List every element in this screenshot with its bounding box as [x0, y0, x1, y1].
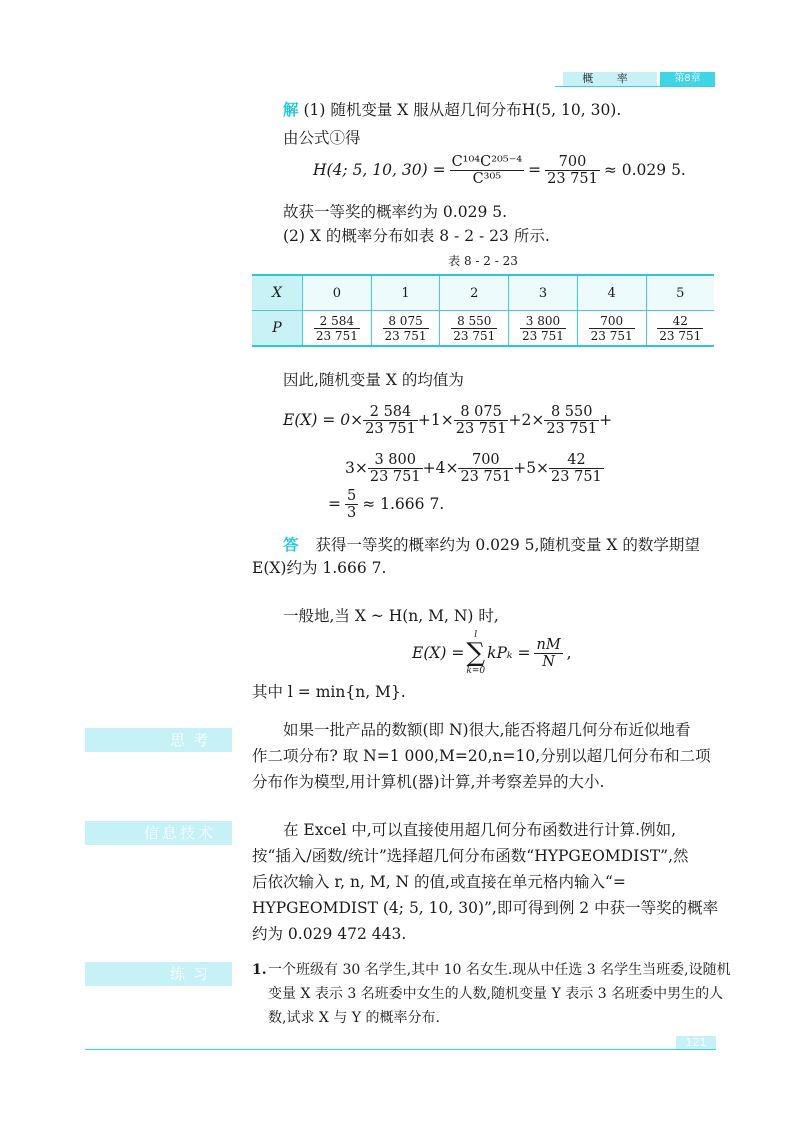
- p-denominator: 23 751: [590, 328, 633, 343]
- footer-rule: [85, 1049, 716, 1050]
- e-numerator: 42: [549, 452, 604, 469]
- exercise-line: 变量 X 表示 3 名班委中女生的人数,随机变量 Y 表示 3 名班委中男生的人: [268, 986, 724, 1002]
- solution-line-1: [283, 100, 621, 120]
- table-cell-p: [577, 311, 646, 347]
- e-numerator: 2 584: [363, 404, 418, 421]
- info-line: HYPGEOMDIST (4; 5, 10, 30)”,即可得到例 2 中获一等奖的概率: [252, 899, 719, 917]
- e-numerator: 8 075: [454, 404, 509, 421]
- header-rule: [555, 86, 715, 87]
- exercise-number: 1.: [252, 962, 267, 978]
- solution-label: 解: [283, 100, 299, 119]
- formula-numerator: C¹⁰⁴C²⁰⁵⁻⁴: [451, 153, 523, 170]
- e-result-rhs: ≈ 1.666 7.: [362, 495, 445, 513]
- e-numerator: 3 800: [368, 452, 423, 469]
- think-line: 如果一批产品的数额(即 N)很大,能否将超几何分布近似地看: [283, 721, 691, 739]
- formula-denominator: C³⁰⁵: [472, 170, 502, 187]
- table-cell-x: 5: [646, 275, 714, 311]
- general-lhs: E(X) =: [412, 644, 465, 662]
- formula-equals: =: [528, 161, 542, 179]
- general-end: ,: [566, 644, 572, 662]
- solution-line-4: (2) X 的概率分布如表 8 - 2 - 23 所示.: [283, 227, 550, 245]
- e-result-num: 5: [347, 487, 357, 504]
- general-line-2: 其中 l = min{n, M}.: [252, 683, 406, 701]
- table-caption: 表 8 - 2 - 23: [448, 254, 518, 268]
- e-term-op: +: [599, 411, 613, 429]
- exercise-label: 练习: [85, 962, 232, 986]
- table-cell-x: 4: [577, 275, 646, 311]
- p-numerator: 42: [657, 314, 703, 329]
- p-denominator: 23 751: [453, 328, 496, 343]
- e-term-op: +2×: [508, 411, 545, 429]
- e-numerator: 700: [458, 452, 513, 469]
- table-cell-p: [303, 311, 372, 347]
- general-mid: kPₖ =: [487, 644, 531, 662]
- solution-text-1: (1) 随机变量 X 服从超几何分布H(5, 10, 30).: [303, 101, 622, 119]
- e-result-eq: =: [328, 495, 341, 513]
- expectation-lhs: E(X) = 0×: [283, 411, 364, 429]
- table-cell-x: 2: [440, 275, 509, 311]
- info-label: 信息技术: [85, 821, 232, 845]
- e-denominator: 23 751: [546, 420, 598, 437]
- table-header-x: X: [252, 275, 303, 311]
- table-row-x: [252, 275, 714, 311]
- expectation-intro: 因此,随机变量 X 的均值为: [283, 371, 464, 389]
- p-denominator: 23 751: [659, 328, 702, 343]
- chapter-label: 第8章: [660, 72, 715, 86]
- formula-value-denominator: 23 751: [547, 170, 598, 187]
- p-numerator: 2 584: [314, 314, 360, 329]
- expectation-line-1: [283, 400, 612, 440]
- formula-value-numerator: 700: [545, 154, 600, 171]
- p-numerator: 8 550: [451, 314, 497, 329]
- answer-line-2: E(X)约为 1.666 7.: [252, 559, 387, 577]
- table-cell-p: [371, 311, 440, 347]
- formula-fraction-combinatorial: [450, 154, 525, 187]
- think-label: 思考: [85, 728, 232, 752]
- think-line: 作二项分布? 取 N=1 000,M=20,n=10,分别以超几何分布和二项: [252, 747, 711, 765]
- general-den: N: [542, 653, 555, 670]
- p-numerator: 700: [589, 314, 635, 329]
- info-line: 按“插入/函数/统计”选择超几何分布函数“HYPGEOMDIST”,然: [252, 847, 689, 865]
- e-denominator: 23 751: [369, 468, 421, 485]
- p-denominator: 23 751: [521, 328, 564, 343]
- p-denominator: 23 751: [315, 328, 358, 343]
- answer-label: 答: [283, 535, 299, 554]
- answer-text-1: 获得一等奖的概率约为 0.029 5,随机变量 X 的数学期望: [315, 536, 700, 554]
- solution-line-2: 由公式①得: [283, 129, 361, 147]
- e-term-op: +1×: [417, 411, 454, 429]
- probability-table: [252, 274, 714, 347]
- table-row-p: [252, 311, 714, 347]
- sigma-symbol: l ∑ k=0: [466, 630, 486, 676]
- chapter-topic: 概 率: [563, 72, 657, 86]
- sum-upper: l: [474, 630, 478, 640]
- e-numerator: 8 550: [544, 404, 599, 421]
- table-cell-x: 0: [303, 275, 372, 311]
- e-term-op: 3×: [345, 459, 368, 477]
- expectation-result: [328, 484, 444, 524]
- e-denominator: 23 751: [551, 468, 602, 485]
- hypergeometric-formula: [313, 148, 686, 192]
- info-line: 在 Excel 中,可以直接使用超几何分布函数进行计算.例如,: [283, 821, 677, 839]
- solution-line-3: 故获一等奖的概率约为 0.029 5.: [283, 203, 508, 221]
- e-denominator: 23 751: [460, 468, 512, 485]
- sum-lower: k=0: [466, 666, 486, 676]
- e-term-op: +4×: [422, 459, 459, 477]
- p-numerator: 3 800: [520, 314, 566, 329]
- page-number: 121: [676, 1036, 716, 1050]
- e-denominator: 23 751: [455, 420, 507, 437]
- table-cell-x: 1: [371, 275, 440, 311]
- info-line: 后依次输入 r, n, M, N 的值,或直接在单元格内输入“=: [252, 873, 626, 891]
- info-line: 约为 0.029 472 443.: [252, 925, 407, 943]
- expectation-line-2: [345, 448, 604, 488]
- general-num: nM: [536, 636, 561, 653]
- p-denominator: 23 751: [384, 328, 427, 343]
- exercise-line: 一个班级有 30 名学生,其中 10 名女生.现从中任选 3 名学生当班委,设随机: [268, 962, 731, 978]
- e-term-op: +5×: [513, 459, 550, 477]
- table-cell-p: [509, 311, 578, 347]
- think-line: 分布作为模型,用计算机(器)计算,并考察差异的大小.: [252, 773, 605, 791]
- table-header-p: P: [252, 311, 303, 347]
- table-cell-x: 3: [509, 275, 578, 311]
- e-denominator: 23 751: [365, 420, 416, 437]
- table-cell-p: [646, 311, 714, 347]
- general-line-1: 一般地,当 X ~ H(n, M, N) 时,: [283, 607, 499, 625]
- general-formula: [412, 630, 572, 676]
- e-result-den: 3: [347, 504, 357, 521]
- p-numerator: 8 075: [383, 314, 429, 329]
- exercise-line: 数,试求 X 与 Y 的概率分布.: [268, 1010, 440, 1026]
- answer-line-1: [283, 535, 700, 555]
- formula-lhs: H(4; 5, 10, 30) =: [313, 161, 446, 179]
- table-cell-p: [440, 311, 509, 347]
- formula-rhs: ≈ 0.029 5.: [603, 161, 686, 179]
- formula-fraction-value: [545, 154, 600, 187]
